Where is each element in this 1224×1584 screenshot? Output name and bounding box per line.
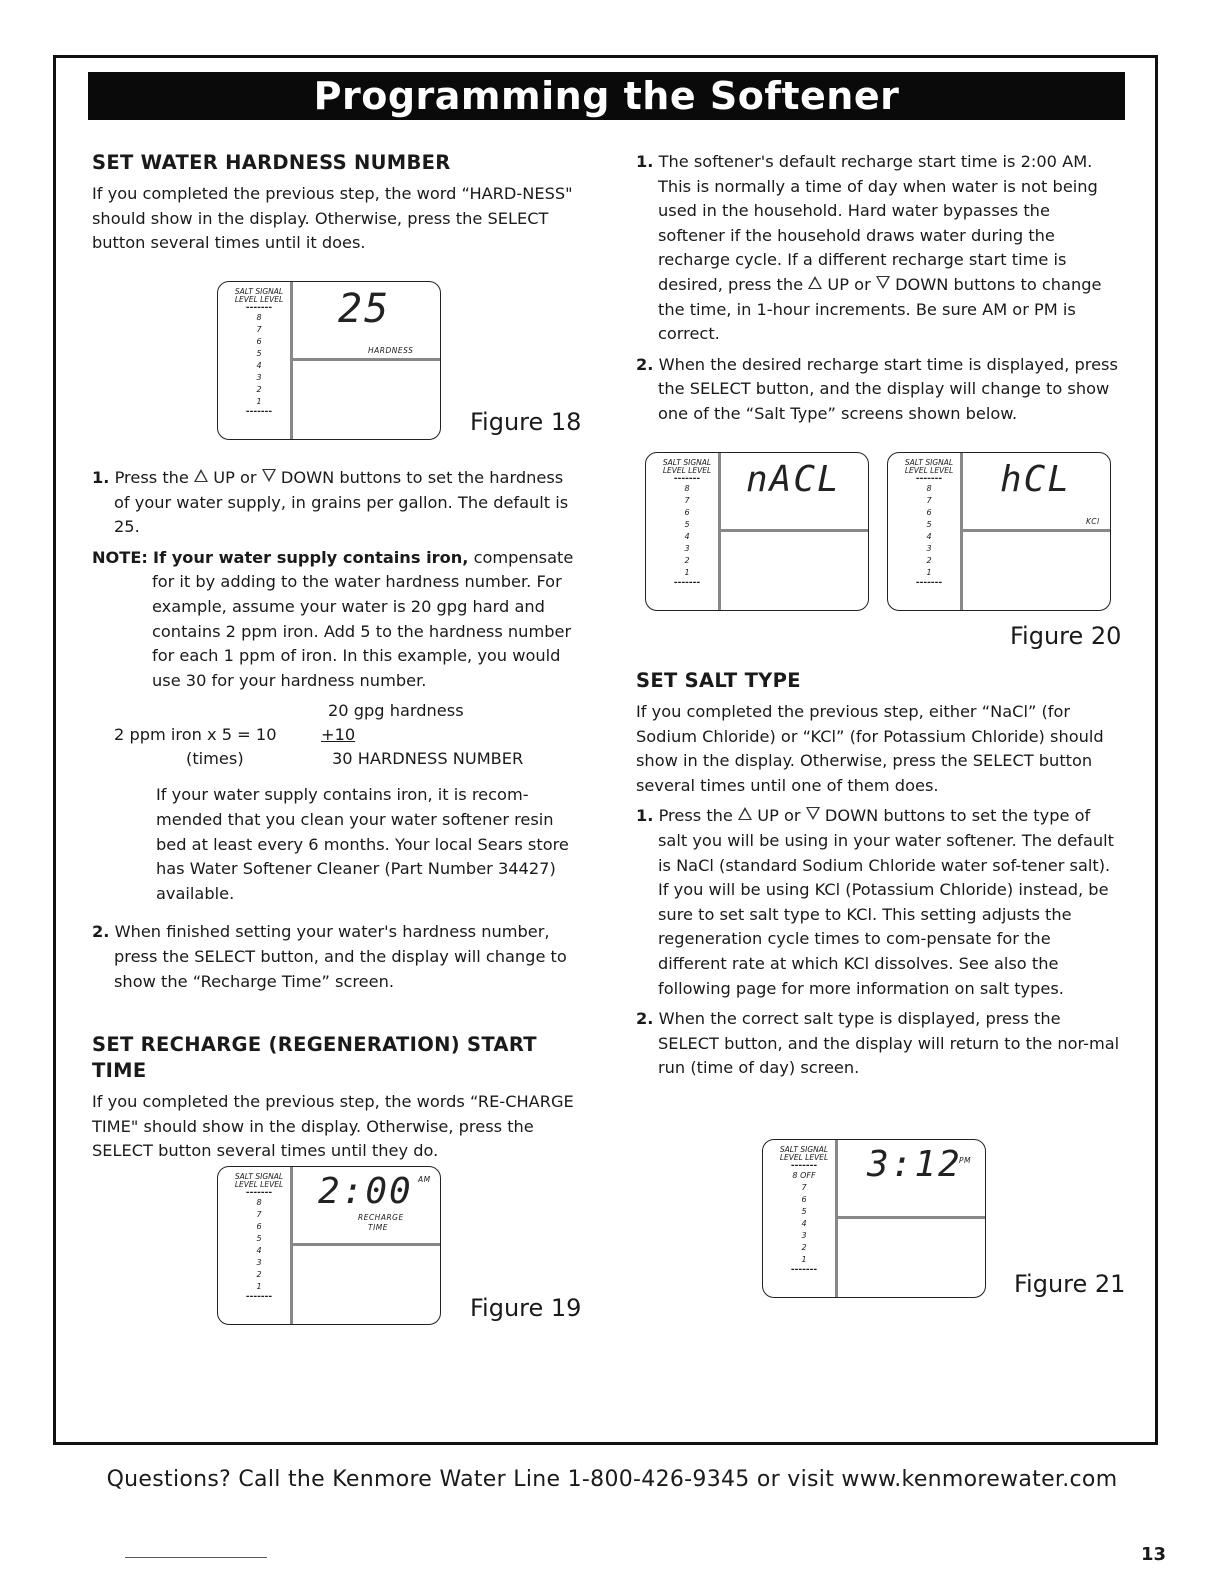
gauge-dashes: ------- <box>245 407 273 417</box>
gauge-level: 2 <box>684 556 690 565</box>
lcd-tag: HARDNESS <box>368 346 414 355</box>
lcd-display-fig19 <box>217 1166 441 1325</box>
gauge-dashes: ------- <box>915 578 943 588</box>
divider <box>718 529 868 532</box>
gauge-level-num: 8 <box>792 1171 798 1180</box>
salt-heading: SET SALT TYPE <box>636 669 801 692</box>
text: UP or <box>827 274 871 294</box>
text: DOWN buttons to set the type of salt you will be using in your water softener. The default is NaCl (standard Sodium Chloride water sof-tener salt). If you will be using KCl (Potassium Chloride) instead, be sure to set salt type to KCl. This setting adjusts the regeneration cycle times to com-pensate for the different rate at which KCl dissolves. See also the following page for more information on salt types. <box>658 806 1115 998</box>
gauge-level: 6 <box>256 337 262 346</box>
gauge-level: 3 <box>256 1258 262 1267</box>
gauge-level: 5 <box>684 520 690 529</box>
gauge-header: LEVEL LEVEL <box>234 1180 284 1189</box>
calc-line: (times) <box>186 749 244 769</box>
text: When finished setting your water's hardness number, press the SELECT button, and the display will change to show the “Recharge Time” screen. <box>114 922 567 991</box>
divider <box>290 358 440 361</box>
gauge-level: 2 <box>256 1270 262 1279</box>
gauge-dashes: ------- <box>245 1188 273 1198</box>
level-gauge <box>656 459 718 587</box>
gauge-dashes: ------- <box>790 1265 818 1275</box>
gauge-level <box>773 1170 835 1182</box>
step-number: 1. <box>636 806 654 826</box>
gauge-level: 4 <box>801 1219 807 1228</box>
gauge-header: LEVEL LEVEL <box>662 466 712 475</box>
text: The softener's default recharge start time is 2:00 AM. This is normally a time of day when water is not being used in the household. Hard water bypasses the softener if the household draws water during the recharge cycle. If a different recharge start time is desired, press the <box>658 152 1098 294</box>
gauge-dashes: ------- <box>673 578 701 588</box>
gauge-level: 8 <box>256 1198 262 1207</box>
gauge-dashes: ------- <box>915 474 943 484</box>
gauge-level: 2 <box>801 1243 807 1252</box>
recharge-section <box>92 1032 592 1164</box>
divider <box>835 1216 985 1219</box>
calc-line: 30 HARDNESS NUMBER <box>332 749 524 769</box>
divider <box>960 529 1110 532</box>
figure-18-label: Figure 18 <box>470 408 582 436</box>
gauge-header: SALT SIGNAL <box>662 458 712 467</box>
level-gauge <box>228 288 290 416</box>
salt-step-1 <box>636 804 1121 1001</box>
step-number: 1. <box>636 152 654 171</box>
hardness-step-2 <box>92 920 582 994</box>
gauge-header: SALT SIGNAL <box>234 1172 284 1181</box>
recharge-step-2 <box>636 353 1121 427</box>
gauge-level: 5 <box>801 1207 807 1216</box>
gauge-level: 7 <box>256 1210 262 1219</box>
hardness-steps <box>92 460 582 994</box>
text: DOWN buttons to set the hardness of your water supply, in grains per gallon. The default is 25. <box>114 468 569 537</box>
text: When the correct salt type is displayed, press the SELECT button, and the display will return to the nor-mal run (time of day) screen. <box>658 1009 1120 1078</box>
text: UP or <box>757 806 801 826</box>
text: When the desired recharge start time is displayed, press the SELECT button, and the display will change to show one of the “Salt Type” screens shown below. <box>658 354 1118 423</box>
hardness-step-1 <box>92 466 582 540</box>
gauge-level: 6 <box>256 1222 262 1231</box>
iron-note <box>92 546 582 694</box>
lcd-digits: hCL <box>1000 459 1072 500</box>
gauge-level: 4 <box>256 361 262 370</box>
gauge-level: 3 <box>801 1231 807 1240</box>
calc-line: 20 gpg hardness <box>328 701 464 721</box>
gauge-dashes: ------- <box>245 1292 273 1302</box>
text: DOWN buttons to change the time, in 1-hour increments. Be sure AM or PM is correct. <box>658 274 1102 344</box>
step-number: 2. <box>636 1009 654 1029</box>
footer-contact: Questions? Call the Kenmore Water Line 1-800-426-9345 or visit www.kenmorewater.com <box>106 1467 1118 1492</box>
divider <box>125 1557 267 1558</box>
lcd-tag: KCl <box>1086 517 1100 526</box>
lcd-display-fig20-nacl <box>645 452 869 611</box>
hardness-section <box>92 150 582 256</box>
lcd-ampm: PM <box>959 1156 971 1165</box>
gauge-level: 1 <box>926 568 932 577</box>
up-triangle-icon <box>194 469 208 482</box>
gauge-level: 1 <box>256 397 262 406</box>
gauge-level: 6 <box>684 508 690 517</box>
down-triangle-icon <box>806 807 820 820</box>
gauge-level: 8 <box>256 313 262 322</box>
lcd-digits: nACL <box>746 459 841 500</box>
salt-section <box>636 668 1121 1081</box>
gauge-dashes: ------- <box>245 303 273 313</box>
iron-paragraph: If your water supply contains iron, it is recom-mended that you clean your water softener resin bed at least every 6 months. Your local Sears store has Water Softener Cleaner (Part Number 34427) available. <box>156 785 569 903</box>
step-number: 1. <box>92 468 110 487</box>
gauge-level: 5 <box>256 1234 262 1243</box>
text: UP or <box>213 468 257 487</box>
level-gauge <box>228 1173 290 1301</box>
gauge-header: SALT SIGNAL <box>779 1145 829 1154</box>
gauge-header: SALT SIGNAL <box>904 458 954 467</box>
gauge-header: LEVEL LEVEL <box>779 1153 829 1162</box>
up-triangle-icon <box>738 807 752 820</box>
gauge-level: 4 <box>256 1246 262 1255</box>
page-title: Programming the Softener <box>88 72 1125 120</box>
down-triangle-icon <box>876 276 890 289</box>
gauge-level: 7 <box>256 325 262 334</box>
figure-20-label: Figure 20 <box>1010 622 1122 650</box>
gauge-level: 1 <box>256 1282 262 1291</box>
gauge-level: 5 <box>926 520 932 529</box>
text: Press the <box>114 468 189 487</box>
step-number: 2. <box>636 354 654 374</box>
gauge-header: SALT SIGNAL <box>234 287 284 296</box>
gauge-dashes: ------- <box>790 1161 818 1171</box>
gauge-level: 7 <box>684 496 690 505</box>
gauge-level: 6 <box>926 508 932 517</box>
hardness-heading: SET WATER HARDNESS NUMBER <box>92 151 451 174</box>
lcd-tag: TIME <box>368 1223 389 1232</box>
gauge-level: 4 <box>926 532 932 541</box>
note-text: compensate for it by adding to the water hardness number. For example, assume your water is 20 gpg hard and contains 2 ppm iron. Add 5 to the hardness number for each 1 ppm of iron. In this example, you would use 30 for your hardness number. <box>152 547 574 690</box>
lcd-display-fig20-kcl <box>887 452 1111 611</box>
text: Press the <box>658 806 733 826</box>
iron-calculation <box>92 699 582 773</box>
recharge-step-1 <box>636 150 1121 347</box>
salt-intro: If you completed the previous step, either “NaCl” (for Sodium Chloride) or “KCl” (for Potassium Chloride) should show in the display. Otherwise, press the SELECT button several times until one of them does. <box>636 702 1104 795</box>
calc-line: 2 ppm iron x 5 = 10 <box>114 725 277 745</box>
gauge-level: 5 <box>256 349 262 358</box>
lcd-digits: 25 <box>338 286 391 332</box>
off-label: OFF <box>800 1171 816 1180</box>
gauge-level: 3 <box>684 544 690 553</box>
lcd-digits: 2:00 <box>318 1171 413 1212</box>
lcd-digits: 3:12 <box>867 1144 962 1185</box>
page-number: 13 <box>1140 1544 1166 1565</box>
gauge-level: 2 <box>256 385 262 394</box>
figure-19-label: Figure 19 <box>470 1294 582 1322</box>
gauge-header: LEVEL LEVEL <box>234 295 284 304</box>
note-label: NOTE: <box>92 547 148 567</box>
up-triangle-icon <box>808 276 822 289</box>
lcd-display-fig18 <box>217 281 441 440</box>
gauge-level: 2 <box>926 556 932 565</box>
gauge-level: 8 <box>926 484 932 493</box>
gauge-level: 7 <box>926 496 932 505</box>
gauge-header: LEVEL LEVEL <box>904 466 954 475</box>
gauge-level: 3 <box>926 544 932 553</box>
lcd-tag: RECHARGE <box>358 1213 404 1222</box>
calc-line: +10 <box>321 725 356 745</box>
gauge-level: 4 <box>684 532 690 541</box>
hardness-intro: If you completed the previous step, the word “HARD-NESS" should show in the display. Otherwise, press the SELECT button several times until it does. <box>92 184 573 253</box>
divider <box>290 1243 440 1246</box>
gauge-level: 3 <box>256 373 262 382</box>
level-gauge <box>773 1146 835 1274</box>
gauge-level: 1 <box>801 1255 807 1264</box>
lcd-display-fig21 <box>762 1139 986 1298</box>
gauge-level: 8 <box>684 484 690 493</box>
step-number: 2. <box>92 922 110 942</box>
gauge-level: 1 <box>684 568 690 577</box>
down-triangle-icon <box>262 469 276 482</box>
level-gauge <box>898 459 960 587</box>
recharge-heading: SET RECHARGE (REGENERATION) START TIME <box>92 1033 537 1082</box>
gauge-level: 6 <box>801 1195 807 1204</box>
note-bold: If your water supply contains iron, <box>153 547 469 567</box>
recharge-intro: If you completed the previous step, the words “RE-CHARGE TIME" should show in the display. Otherwise, press the SELECT button several times until they do. <box>92 1092 574 1161</box>
figure-21-label: Figure 21 <box>1014 1270 1126 1298</box>
gauge-dashes: ------- <box>673 474 701 484</box>
salt-step-2 <box>636 1007 1121 1081</box>
gauge-level: 7 <box>801 1183 807 1192</box>
recharge-steps <box>636 150 1121 427</box>
lcd-ampm: AM <box>418 1175 431 1184</box>
